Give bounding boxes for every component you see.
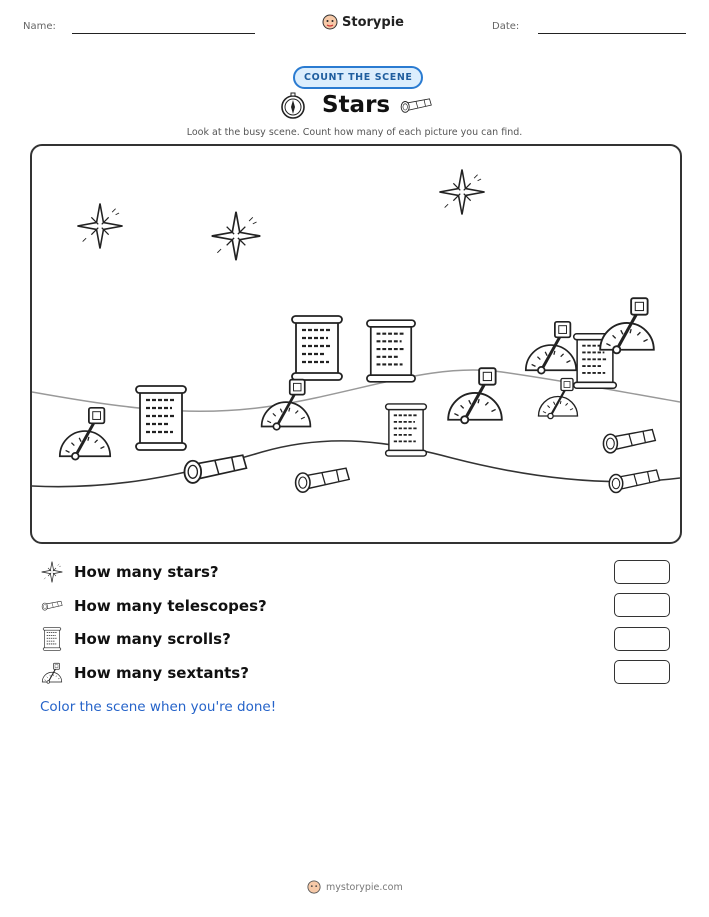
scroll-icon (386, 404, 427, 456)
question-scrolls (40, 627, 231, 651)
name-line[interactable] (72, 33, 255, 34)
scroll-icon (292, 316, 342, 380)
page-title: Stars (322, 92, 391, 118)
date-label: Date: (492, 21, 520, 32)
telescope-icon (609, 470, 659, 493)
question-stars (40, 560, 219, 584)
answer-box-sextants[interactable] (614, 660, 670, 684)
footer-site[interactable]: mystorypie.com (326, 881, 403, 893)
star-icon (212, 212, 261, 261)
question-text: How many telescopes? (74, 597, 267, 615)
question-telescopes (40, 594, 267, 618)
telescope-icon (398, 96, 434, 116)
scroll-icon (367, 320, 415, 382)
question-text: How many scrolls? (74, 630, 231, 648)
sextant-icon (448, 368, 502, 423)
date-line[interactable] (538, 33, 686, 34)
answer-box-telescopes[interactable] (614, 593, 670, 617)
scroll-icon (40, 627, 64, 651)
sextant-icon (539, 379, 578, 419)
sextant-icon (600, 298, 654, 353)
question-text: How many stars? (74, 563, 219, 581)
brand-logo (322, 14, 404, 30)
answer-box-stars[interactable] (614, 560, 670, 584)
question-sextants (40, 661, 249, 685)
storypie-mascot-icon (307, 880, 321, 894)
sextant-icon (60, 408, 110, 460)
scene-illustration (32, 146, 680, 542)
instructions: Look at the busy scene. Count how many of each picture you can find. (186, 127, 523, 138)
star-icon (40, 560, 64, 584)
scroll-icon (136, 386, 186, 450)
closing-instruction: Color the scene when you're done! (40, 699, 277, 715)
telescope-icon (603, 430, 655, 453)
compass-icon (279, 92, 307, 120)
star-icon (77, 203, 122, 248)
activity-badge: COUNT THE SCENE (293, 66, 423, 89)
sextant-icon (40, 661, 64, 685)
question-text: How many sextants? (74, 664, 249, 682)
hill-line-front (32, 441, 680, 487)
star-icon (439, 169, 484, 214)
telescope-icon (296, 468, 350, 492)
busy-scene (30, 144, 682, 544)
sextant-icon (526, 322, 576, 374)
brand-name: Storypie (342, 14, 404, 30)
telescope-icon (184, 455, 246, 483)
sextant-icon (262, 380, 311, 430)
name-label: Name: (23, 21, 56, 32)
answer-box-scrolls[interactable] (614, 627, 670, 651)
footer (307, 880, 403, 894)
storypie-mascot-icon (322, 14, 338, 30)
telescope-icon (40, 594, 64, 618)
